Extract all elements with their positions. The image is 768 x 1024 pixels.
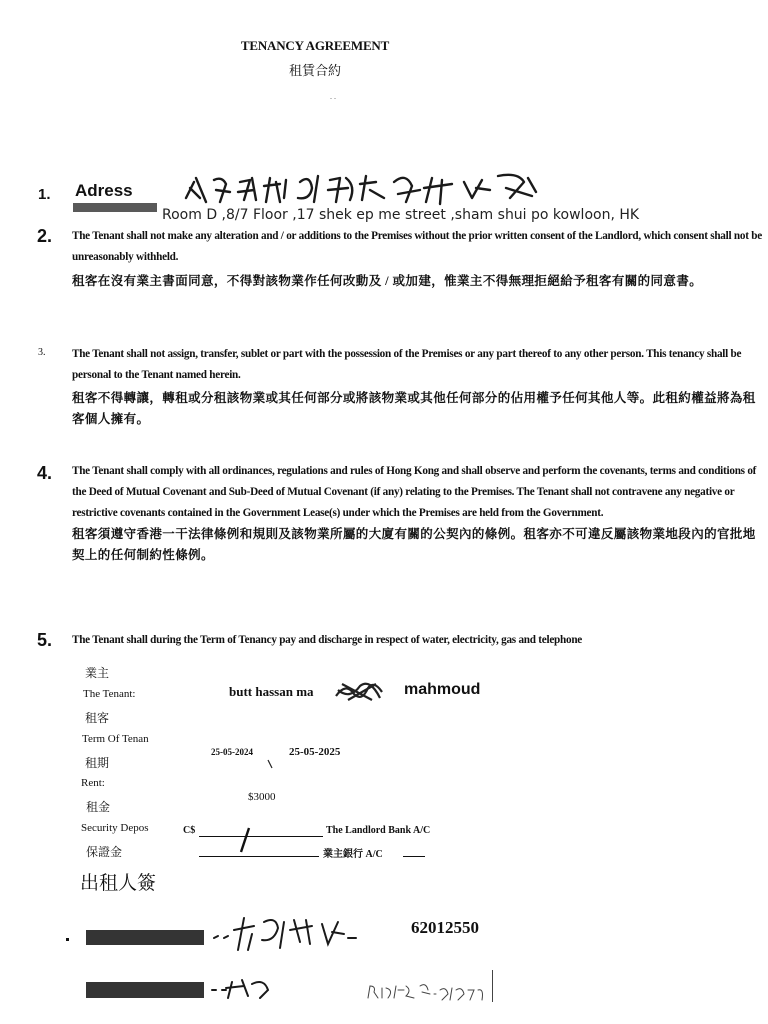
clause-2-number: 2. bbox=[37, 226, 53, 246]
clause-4-text bbox=[72, 461, 762, 566]
tenant-name-extra: mahmoud bbox=[404, 681, 481, 698]
tenant-label: The Tenant: bbox=[83, 688, 136, 700]
clause-4-chinese: 租客須遵守香港一干法律條例和規則及該物業所屬的大廈有關的公契內的條例。租客亦不可違反屬該物業地段內的官批地契上的任何制約性條例。 bbox=[72, 527, 756, 562]
scan-edge-line bbox=[492, 970, 493, 1002]
landlord-bank-label: The Landlord Bank A/C bbox=[326, 825, 431, 836]
scan-dots: . . bbox=[330, 92, 336, 101]
clause-1-number: 1. bbox=[38, 186, 51, 203]
clause-2-text bbox=[72, 226, 762, 292]
rent-value: $3000 bbox=[248, 791, 276, 803]
tenant-name: butt hassan ma bbox=[229, 684, 314, 699]
handwritten-address bbox=[180, 168, 560, 212]
clause-2-english: The Tenant shall not make any alteration and / or additions to the Premises without the prior written consent of the Landlord, which consent shall not be unreasonably withheld. bbox=[72, 230, 762, 263]
deposit-amount-line-2 bbox=[199, 856, 319, 857]
tenant-signature-handwriting bbox=[84, 968, 294, 1008]
handwritten-tick bbox=[266, 758, 276, 770]
phone-number: 62012550 bbox=[411, 918, 479, 937]
document-title-zh: 租賃合約 bbox=[288, 63, 341, 78]
clause-4-english: The Tenant shall comply with all ordinances, regulations and rules of Hong Kong and shall observe and perform the covenants, terms and conditions of the Deed of Mutual Covenant and Sub-Deed of Mutual Covenant (if any) relating to the Premises. The Tenant shall not contravene any negative or restrictive covenants contained in the Government Lease(s) under which the Premises are held from the Government. bbox=[72, 465, 757, 519]
document-title: TENANCY AGREEMENT bbox=[240, 38, 390, 53]
clause-5-english: The Tenant shall during the Term of Tenancy pay and discharge in respect of water, electricity, gas and telephone bbox=[72, 634, 583, 646]
rent-label: Rent: bbox=[81, 777, 105, 789]
clause-2-chinese: 租客在沒有業主書面同意，不得對該物業作任何改動及 / 或加建，惟業主不得無理拒絕給予租客有關的同意書。 bbox=[72, 274, 703, 288]
clause-3-text bbox=[72, 344, 762, 430]
term-label: Term Of Tenan bbox=[82, 733, 149, 745]
term-end-date: 25-05-2025 bbox=[289, 746, 341, 758]
clause-4-number: 4. bbox=[37, 463, 53, 483]
rent-label-zh: 租金 bbox=[86, 800, 111, 814]
deposit-label-zh: 保證金 bbox=[86, 845, 123, 859]
deposit-amount-line bbox=[199, 836, 323, 837]
typed-address: Room D ,8/7 Floor ,17 shek ep me street ,sham shui po kowloon, HK bbox=[162, 207, 640, 223]
handwritten-phone-note bbox=[364, 980, 496, 1004]
lessor-signature-handwriting bbox=[64, 912, 374, 958]
term-label-zh: 租期 bbox=[85, 756, 110, 770]
term-start-date: 25-05-2024 bbox=[211, 747, 253, 757]
clause-5-number: 5. bbox=[37, 630, 53, 650]
handwritten-slash bbox=[237, 826, 253, 854]
landlord-bank-label-zh: 業主銀行 A/C bbox=[323, 849, 383, 860]
lessor-signature-label: 出租人簽 bbox=[80, 873, 157, 894]
tenant-label-zh: 租客 bbox=[85, 711, 110, 725]
address-label: Adress bbox=[75, 181, 133, 200]
bank-account-line bbox=[403, 856, 425, 857]
clause-3-chinese: 租客不得轉讓，轉租或分租該物業或其任何部分或將該物業或其他任何部分的佔用權予任何其他人等。此租約權益將為租客個人擁有。 bbox=[72, 391, 756, 426]
clause-3-english: The Tenant shall not assign, transfer, sublet or part with the possession of the Premises or any part thereof to any other person. This tenancy shall be personal to the Tenant named herein. bbox=[72, 348, 742, 381]
deposit-currency: C$ bbox=[183, 825, 196, 836]
deposit-label: Security Depos bbox=[81, 822, 149, 834]
scribble-strikeout bbox=[332, 680, 386, 702]
landlord-label-zh: 業主 bbox=[85, 666, 110, 680]
clause-3-number: 3. bbox=[38, 347, 46, 358]
redacted-smudge bbox=[73, 203, 157, 212]
